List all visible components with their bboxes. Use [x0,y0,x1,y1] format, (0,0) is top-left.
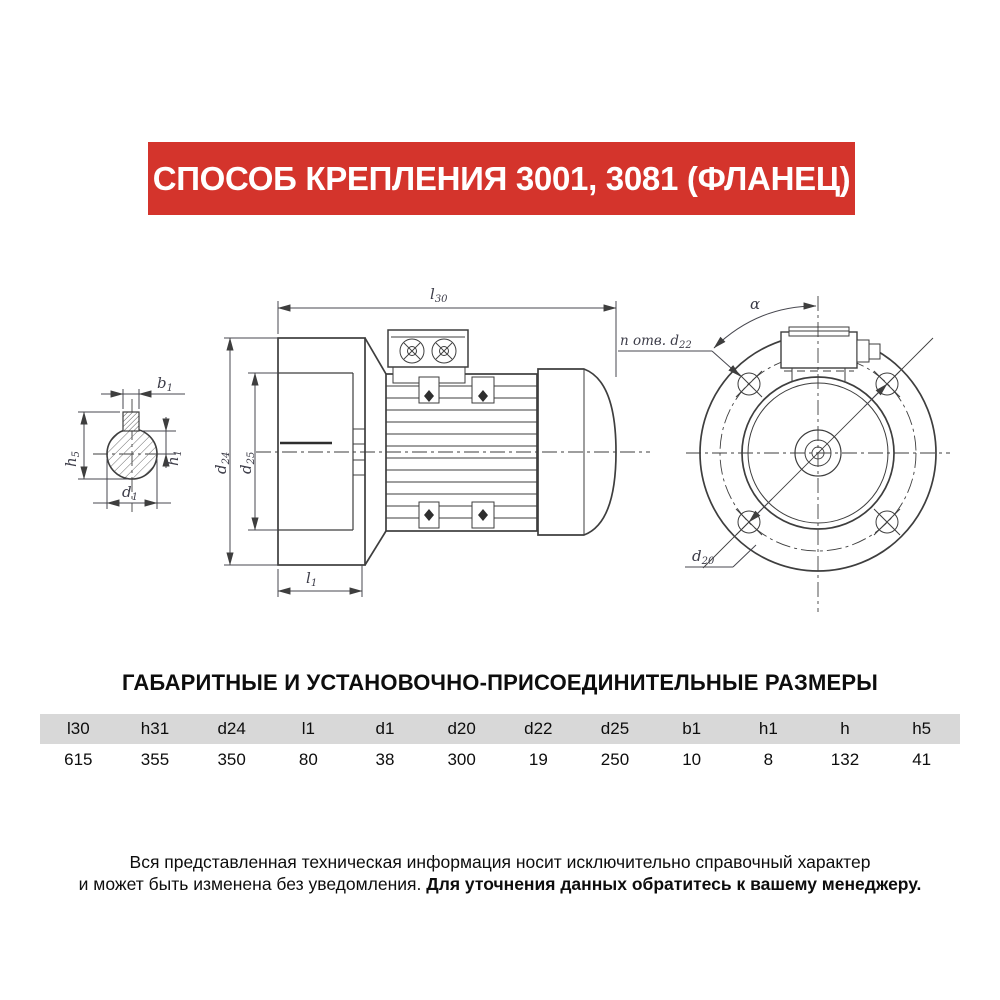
technical-drawing [0,270,1000,622]
table-header-cell: d1 [375,719,395,738]
section-title: ГАБАРИТНЫЕ И УСТАНОВОЧНО-ПРИСОЕДИНИТЕЛЬНЫЕ РАЗМЕРЫ [122,670,878,695]
dim-label-n-otv-d22: n отв. $d_{22}$ [620,333,692,351]
dim-label-l1: $l_1$ [306,569,318,589]
table-header-cell: h5 [912,719,932,738]
table-header-cell: b1 [682,719,702,738]
table-header-cell: d24 [217,719,246,738]
table-values-row [40,744,960,776]
table-value-cell: 300 [447,750,476,769]
flange-front-view [618,295,950,612]
terminal-box-front [781,327,880,381]
table-header-cell: d22 [524,719,553,738]
dim-label-d20: $d_{20}$ [692,547,715,567]
disclaimer [50,851,950,895]
dim-label-d1: $d_1$ [122,483,138,503]
dimensions-table [40,714,960,776]
table-value-cell: 10 [682,750,702,769]
dim-label-alpha: α [750,295,761,313]
dim-label-h5: $h_5$ [62,450,82,467]
table-header-row [40,714,960,744]
table-header-cell: h [840,719,850,738]
table-header-cell: d20 [447,719,476,738]
terminal-box-side [388,330,468,383]
shaft-section-view [62,374,185,512]
table-header-cell: l1 [301,719,315,738]
side-view [212,285,650,597]
table-value-cell: 350 [217,750,246,769]
table-value-cell: 355 [140,750,170,769]
dim-label-d24: $d_{24}$ [212,451,232,474]
cable-gland [857,340,869,362]
dim-label-b1: $b_1$ [157,374,173,394]
dim-label-h1: $h_1$ [164,449,184,466]
disclaimer-line2 [50,873,950,895]
table-header-cell: l30 [66,719,90,738]
table-header-cell: h31 [140,719,170,738]
table-value-cell: 8 [763,750,774,769]
title-banner [148,142,855,215]
dim-label-l30: $l_{30}$ [430,285,448,305]
disclaimer-line2-bold: Для уточнения данных обратитесь к вашему менеджеру. [426,874,922,894]
table-value-cell: 19 [528,750,548,769]
table-value-cell: 615 [64,750,93,769]
disclaimer-line1: Вся представленная техническая информация носит исключительно справочный характер [129,852,871,872]
table-value-cell: 38 [375,750,395,769]
disclaimer-line2-regular: и может быть изменена без уведомления. [78,874,422,894]
dim-label-d25: $d_{25}$ [237,451,257,474]
table-header-cell: d25 [600,719,630,738]
page-title: СПОСОБ КРЕПЛЕНИЯ 3001, 3081 (ФЛАНЕЦ) [152,159,851,197]
table-value-cell: 250 [600,750,630,769]
table-value-cell: 80 [298,750,318,769]
table-value-cell: 132 [830,750,860,769]
table-value-cell: 41 [912,750,932,769]
table-header-cell: h1 [758,719,778,738]
